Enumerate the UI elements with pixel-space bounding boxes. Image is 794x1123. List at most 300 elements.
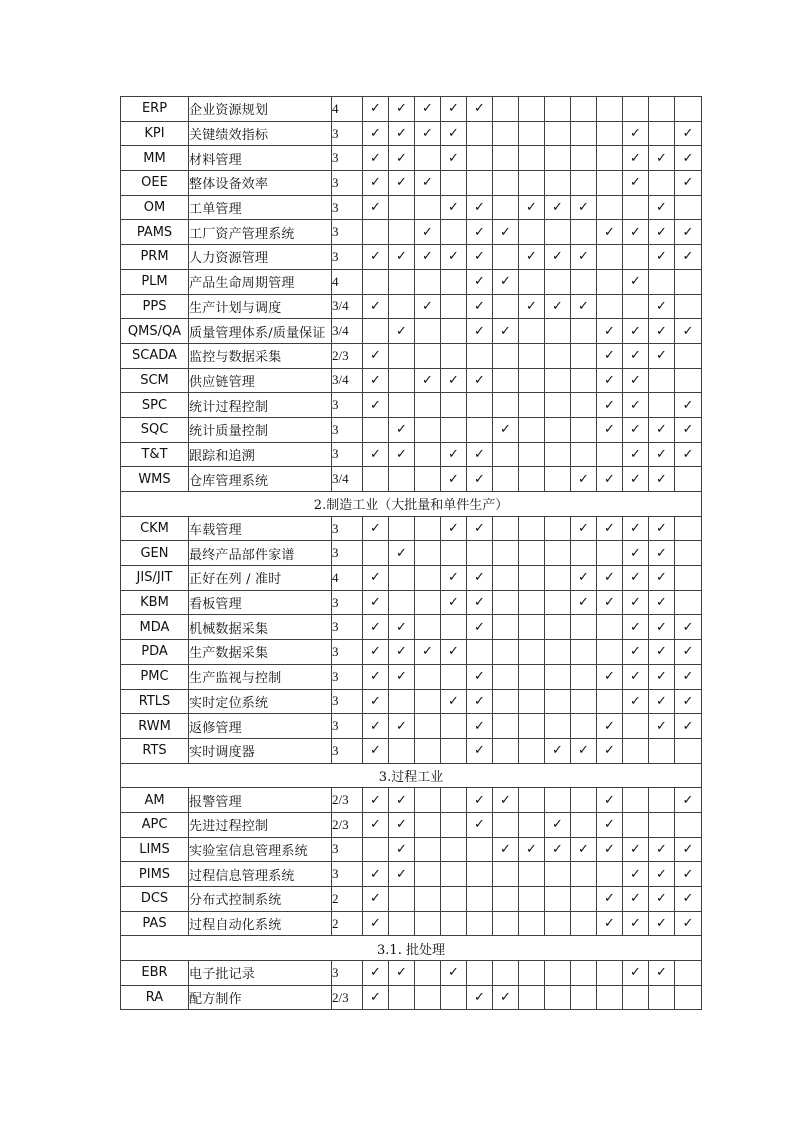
empty-cell	[545, 961, 571, 986]
empty-cell	[441, 220, 467, 245]
empty-cell	[493, 640, 519, 665]
abbreviation-cell: PAMS	[121, 220, 189, 245]
check-mark-cell: ✓	[363, 195, 389, 220]
check-mark-cell: ✓	[597, 911, 623, 936]
name-cell: 企业资源规划	[189, 97, 332, 122]
check-mark-cell: ✓	[649, 566, 675, 591]
table-body	[121, 97, 702, 1010]
abbreviation-cell: MM	[121, 146, 189, 171]
empty-cell	[571, 343, 597, 368]
level-cell: 3/4	[332, 467, 363, 492]
empty-cell	[389, 269, 415, 294]
table-row	[121, 862, 702, 887]
level-cell: 2	[332, 911, 363, 936]
empty-cell	[519, 516, 545, 541]
check-mark-cell: ✓	[441, 961, 467, 986]
empty-cell	[545, 590, 571, 615]
check-mark-cell: ✓	[363, 368, 389, 393]
check-mark-cell: ✓	[415, 121, 441, 146]
table-row	[121, 590, 702, 615]
empty-cell	[467, 343, 493, 368]
check-mark-cell: ✓	[623, 541, 649, 566]
empty-cell	[389, 220, 415, 245]
check-mark-cell: ✓	[649, 590, 675, 615]
check-mark-cell: ✓	[649, 714, 675, 739]
table-row	[121, 368, 702, 393]
empty-cell	[493, 97, 519, 122]
empty-cell	[467, 640, 493, 665]
empty-cell	[415, 812, 441, 837]
empty-cell	[545, 442, 571, 467]
empty-cell	[441, 887, 467, 912]
check-mark-cell: ✓	[363, 640, 389, 665]
level-cell: 3	[332, 146, 363, 171]
level-cell: 3	[332, 171, 363, 196]
abbreviation-cell: LIMS	[121, 837, 189, 862]
check-mark-cell: ✓	[649, 343, 675, 368]
table-row	[121, 640, 702, 665]
check-mark-cell: ✓	[389, 615, 415, 640]
table-row	[121, 911, 702, 936]
empty-cell	[415, 566, 441, 591]
empty-cell	[415, 862, 441, 887]
check-mark-cell: ✓	[675, 837, 702, 862]
empty-cell	[571, 664, 597, 689]
empty-cell	[675, 516, 702, 541]
check-mark-cell: ✓	[415, 368, 441, 393]
name-cell: 关键绩效指标	[189, 121, 332, 146]
empty-cell	[649, 985, 675, 1010]
empty-cell	[597, 442, 623, 467]
check-mark-cell: ✓	[675, 146, 702, 171]
check-mark-cell: ✓	[389, 97, 415, 122]
empty-cell	[545, 541, 571, 566]
empty-cell	[597, 640, 623, 665]
abbreviation-cell: KPI	[121, 121, 189, 146]
table-row	[121, 442, 702, 467]
check-mark-cell: ✓	[571, 566, 597, 591]
check-mark-cell: ✓	[675, 714, 702, 739]
check-mark-cell: ✓	[545, 294, 571, 319]
name-cell: 统计过程控制	[189, 393, 332, 418]
check-mark-cell: ✓	[571, 467, 597, 492]
check-mark-cell: ✓	[389, 417, 415, 442]
check-mark-cell: ✓	[623, 911, 649, 936]
empty-cell	[597, 961, 623, 986]
name-cell: 正好在列 / 准时	[189, 566, 332, 591]
empty-cell	[597, 195, 623, 220]
check-mark-cell: ✓	[363, 343, 389, 368]
empty-cell	[571, 911, 597, 936]
check-mark-cell: ✓	[675, 615, 702, 640]
table-row	[121, 812, 702, 837]
empty-cell	[441, 837, 467, 862]
empty-cell	[545, 566, 571, 591]
empty-cell	[649, 788, 675, 813]
check-mark-cell: ✓	[493, 788, 519, 813]
empty-cell	[415, 664, 441, 689]
check-mark-cell: ✓	[441, 590, 467, 615]
check-mark-cell: ✓	[649, 689, 675, 714]
empty-cell	[363, 467, 389, 492]
empty-cell	[519, 368, 545, 393]
level-cell: 3	[332, 541, 363, 566]
empty-cell	[389, 738, 415, 763]
name-cell: 工单管理	[189, 195, 332, 220]
empty-cell	[623, 97, 649, 122]
check-mark-cell: ✓	[493, 985, 519, 1010]
empty-cell	[415, 319, 441, 344]
check-mark-cell: ✓	[545, 738, 571, 763]
empty-cell	[441, 788, 467, 813]
level-cell: 3	[332, 664, 363, 689]
check-mark-cell: ✓	[597, 664, 623, 689]
empty-cell	[441, 541, 467, 566]
table-row	[121, 319, 702, 344]
check-mark-cell: ✓	[649, 887, 675, 912]
section-header-row	[121, 936, 702, 961]
empty-cell	[493, 343, 519, 368]
name-cell: 最终产品部件家谱	[189, 541, 332, 566]
check-mark-cell: ✓	[467, 738, 493, 763]
empty-cell	[519, 714, 545, 739]
empty-cell	[363, 541, 389, 566]
check-mark-cell: ✓	[623, 664, 649, 689]
empty-cell	[441, 862, 467, 887]
table-row	[121, 837, 702, 862]
check-mark-cell: ✓	[571, 245, 597, 270]
check-mark-cell: ✓	[363, 442, 389, 467]
check-mark-cell: ✓	[623, 590, 649, 615]
check-mark-cell: ✓	[571, 516, 597, 541]
check-mark-cell: ✓	[389, 961, 415, 986]
empty-cell	[571, 171, 597, 196]
section-title: 3.1. 批处理	[121, 936, 702, 961]
abbreviation-cell: DCS	[121, 887, 189, 912]
check-mark-cell: ✓	[363, 171, 389, 196]
check-mark-cell: ✓	[571, 738, 597, 763]
check-mark-cell: ✓	[623, 146, 649, 171]
abbreviation-cell: PMC	[121, 664, 189, 689]
empty-cell	[415, 195, 441, 220]
empty-cell	[415, 615, 441, 640]
check-mark-cell: ✓	[363, 911, 389, 936]
empty-cell	[571, 442, 597, 467]
level-cell: 3	[332, 442, 363, 467]
empty-cell	[571, 417, 597, 442]
abbreviation-cell: WMS	[121, 467, 189, 492]
empty-cell	[363, 220, 389, 245]
table-row	[121, 146, 702, 171]
empty-cell	[545, 788, 571, 813]
empty-cell	[675, 368, 702, 393]
empty-cell	[675, 961, 702, 986]
check-mark-cell: ✓	[441, 146, 467, 171]
check-mark-cell: ✓	[467, 689, 493, 714]
name-cell: 整体设备效率	[189, 171, 332, 196]
abbreviation-cell: PAS	[121, 911, 189, 936]
check-mark-cell: ✓	[441, 442, 467, 467]
level-cell: 3/4	[332, 319, 363, 344]
empty-cell	[571, 97, 597, 122]
name-cell: 质量管理体系/质量保证	[189, 319, 332, 344]
empty-cell	[545, 516, 571, 541]
check-mark-cell: ✓	[675, 319, 702, 344]
check-mark-cell: ✓	[623, 343, 649, 368]
check-mark-cell: ✓	[389, 812, 415, 837]
check-mark-cell: ✓	[441, 689, 467, 714]
empty-cell	[493, 664, 519, 689]
empty-cell	[597, 294, 623, 319]
empty-cell	[519, 146, 545, 171]
empty-cell	[675, 343, 702, 368]
check-mark-cell: ✓	[467, 442, 493, 467]
section-title: 3.过程工业	[121, 763, 702, 788]
empty-cell	[623, 195, 649, 220]
empty-cell	[571, 788, 597, 813]
check-mark-cell: ✓	[545, 837, 571, 862]
empty-cell	[597, 862, 623, 887]
name-cell: 生产监视与控制	[189, 664, 332, 689]
empty-cell	[415, 146, 441, 171]
empty-cell	[545, 368, 571, 393]
abbreviation-cell: T&T	[121, 442, 189, 467]
level-cell: 3	[332, 516, 363, 541]
empty-cell	[415, 269, 441, 294]
check-mark-cell: ✓	[623, 862, 649, 887]
check-mark-cell: ✓	[389, 171, 415, 196]
check-mark-cell: ✓	[649, 245, 675, 270]
abbreviation-cell: APC	[121, 812, 189, 837]
check-mark-cell: ✓	[649, 146, 675, 171]
empty-cell	[571, 269, 597, 294]
check-mark-cell: ✓	[363, 862, 389, 887]
check-mark-cell: ✓	[623, 319, 649, 344]
check-mark-cell: ✓	[363, 393, 389, 418]
abbreviation-cell: QMS/QA	[121, 319, 189, 344]
check-mark-cell: ✓	[597, 467, 623, 492]
check-mark-cell: ✓	[649, 664, 675, 689]
empty-cell	[597, 269, 623, 294]
empty-cell	[415, 837, 441, 862]
empty-cell	[519, 393, 545, 418]
level-cell: 3	[332, 689, 363, 714]
table-row	[121, 343, 702, 368]
check-mark-cell: ✓	[493, 319, 519, 344]
empty-cell	[571, 961, 597, 986]
empty-cell	[571, 393, 597, 418]
level-cell: 3	[332, 245, 363, 270]
empty-cell	[441, 393, 467, 418]
table-row	[121, 615, 702, 640]
check-mark-cell: ✓	[597, 516, 623, 541]
check-mark-cell: ✓	[389, 146, 415, 171]
table-row	[121, 245, 702, 270]
check-mark-cell: ✓	[623, 442, 649, 467]
check-mark-cell: ✓	[493, 837, 519, 862]
name-cell: 机械数据采集	[189, 615, 332, 640]
table-row	[121, 417, 702, 442]
empty-cell	[441, 269, 467, 294]
check-mark-cell: ✓	[597, 393, 623, 418]
check-mark-cell: ✓	[623, 887, 649, 912]
level-cell: 3	[332, 121, 363, 146]
check-mark-cell: ✓	[467, 97, 493, 122]
empty-cell	[649, 368, 675, 393]
empty-cell	[649, 269, 675, 294]
check-mark-cell: ✓	[675, 171, 702, 196]
name-cell: 先进过程控制	[189, 812, 332, 837]
empty-cell	[415, 961, 441, 986]
empty-cell	[467, 887, 493, 912]
check-mark-cell: ✓	[389, 541, 415, 566]
empty-cell	[519, 566, 545, 591]
level-cell: 3	[332, 738, 363, 763]
check-mark-cell: ✓	[493, 417, 519, 442]
check-mark-cell: ✓	[597, 220, 623, 245]
check-mark-cell: ✓	[467, 195, 493, 220]
empty-cell	[493, 516, 519, 541]
abbreviation-cell: RTS	[121, 738, 189, 763]
empty-cell	[415, 911, 441, 936]
level-cell: 3	[332, 714, 363, 739]
empty-cell	[623, 812, 649, 837]
check-mark-cell: ✓	[389, 442, 415, 467]
abbreviation-cell: JIS/JIT	[121, 566, 189, 591]
empty-cell	[519, 121, 545, 146]
check-mark-cell: ✓	[623, 689, 649, 714]
empty-cell	[675, 812, 702, 837]
empty-cell	[363, 319, 389, 344]
empty-cell	[597, 615, 623, 640]
empty-cell	[389, 985, 415, 1010]
check-mark-cell: ✓	[623, 640, 649, 665]
empty-cell	[389, 911, 415, 936]
check-mark-cell: ✓	[649, 195, 675, 220]
table-row	[121, 541, 702, 566]
level-cell: 3	[332, 220, 363, 245]
empty-cell	[493, 393, 519, 418]
empty-cell	[493, 689, 519, 714]
table-row	[121, 121, 702, 146]
abbreviation-cell: RTLS	[121, 689, 189, 714]
empty-cell	[649, 393, 675, 418]
abbreviation-cell: AM	[121, 788, 189, 813]
check-mark-cell: ✓	[597, 368, 623, 393]
check-mark-cell: ✓	[389, 788, 415, 813]
empty-cell	[623, 245, 649, 270]
empty-cell	[493, 442, 519, 467]
check-mark-cell: ✓	[623, 417, 649, 442]
name-cell: 统计质量控制	[189, 417, 332, 442]
check-mark-cell: ✓	[597, 887, 623, 912]
empty-cell	[415, 343, 441, 368]
check-mark-cell: ✓	[389, 862, 415, 887]
empty-cell	[675, 195, 702, 220]
abbreviation-cell: SQC	[121, 417, 189, 442]
empty-cell	[415, 393, 441, 418]
empty-cell	[519, 541, 545, 566]
check-mark-cell: ✓	[649, 442, 675, 467]
check-mark-cell: ✓	[415, 97, 441, 122]
abbreviation-cell: KBM	[121, 590, 189, 615]
empty-cell	[493, 961, 519, 986]
table-row	[121, 393, 702, 418]
check-mark-cell: ✓	[649, 837, 675, 862]
empty-cell	[441, 171, 467, 196]
table-row	[121, 269, 702, 294]
table-row	[121, 516, 702, 541]
table-row	[121, 195, 702, 220]
empty-cell	[441, 911, 467, 936]
check-mark-cell: ✓	[571, 294, 597, 319]
check-mark-cell: ✓	[415, 220, 441, 245]
check-mark-cell: ✓	[467, 220, 493, 245]
check-mark-cell: ✓	[597, 417, 623, 442]
check-mark-cell: ✓	[467, 516, 493, 541]
check-mark-cell: ✓	[519, 294, 545, 319]
abbreviation-cell: MDA	[121, 615, 189, 640]
empty-cell	[493, 121, 519, 146]
empty-cell	[389, 467, 415, 492]
empty-cell	[545, 862, 571, 887]
check-mark-cell: ✓	[675, 442, 702, 467]
empty-cell	[493, 195, 519, 220]
check-mark-cell: ✓	[467, 788, 493, 813]
check-mark-cell: ✓	[649, 911, 675, 936]
abbreviation-cell: OM	[121, 195, 189, 220]
check-mark-cell: ✓	[467, 664, 493, 689]
check-mark-cell: ✓	[623, 121, 649, 146]
check-mark-cell: ✓	[597, 738, 623, 763]
name-cell: 过程自动化系统	[189, 911, 332, 936]
empty-cell	[415, 738, 441, 763]
empty-cell	[545, 887, 571, 912]
check-mark-cell: ✓	[467, 269, 493, 294]
table-row	[121, 738, 702, 763]
level-cell: 3	[332, 590, 363, 615]
check-mark-cell: ✓	[467, 714, 493, 739]
check-mark-cell: ✓	[441, 97, 467, 122]
empty-cell	[545, 146, 571, 171]
check-mark-cell: ✓	[675, 245, 702, 270]
level-cell: 3	[332, 417, 363, 442]
empty-cell	[415, 467, 441, 492]
check-mark-cell: ✓	[649, 640, 675, 665]
name-cell: 监控与数据采集	[189, 343, 332, 368]
check-mark-cell: ✓	[649, 319, 675, 344]
empty-cell	[597, 121, 623, 146]
name-cell: 分布式控制系统	[189, 887, 332, 912]
check-mark-cell: ✓	[363, 689, 389, 714]
abbreviation-cell: SCM	[121, 368, 189, 393]
empty-cell	[441, 294, 467, 319]
empty-cell	[545, 171, 571, 196]
empty-cell	[519, 319, 545, 344]
check-mark-cell: ✓	[467, 368, 493, 393]
empty-cell	[389, 887, 415, 912]
empty-cell	[493, 467, 519, 492]
empty-cell	[441, 812, 467, 837]
empty-cell	[519, 788, 545, 813]
check-mark-cell: ✓	[441, 245, 467, 270]
check-mark-cell: ✓	[649, 220, 675, 245]
check-mark-cell: ✓	[441, 368, 467, 393]
empty-cell	[519, 442, 545, 467]
empty-cell	[675, 590, 702, 615]
empty-cell	[493, 590, 519, 615]
check-mark-cell: ✓	[623, 220, 649, 245]
